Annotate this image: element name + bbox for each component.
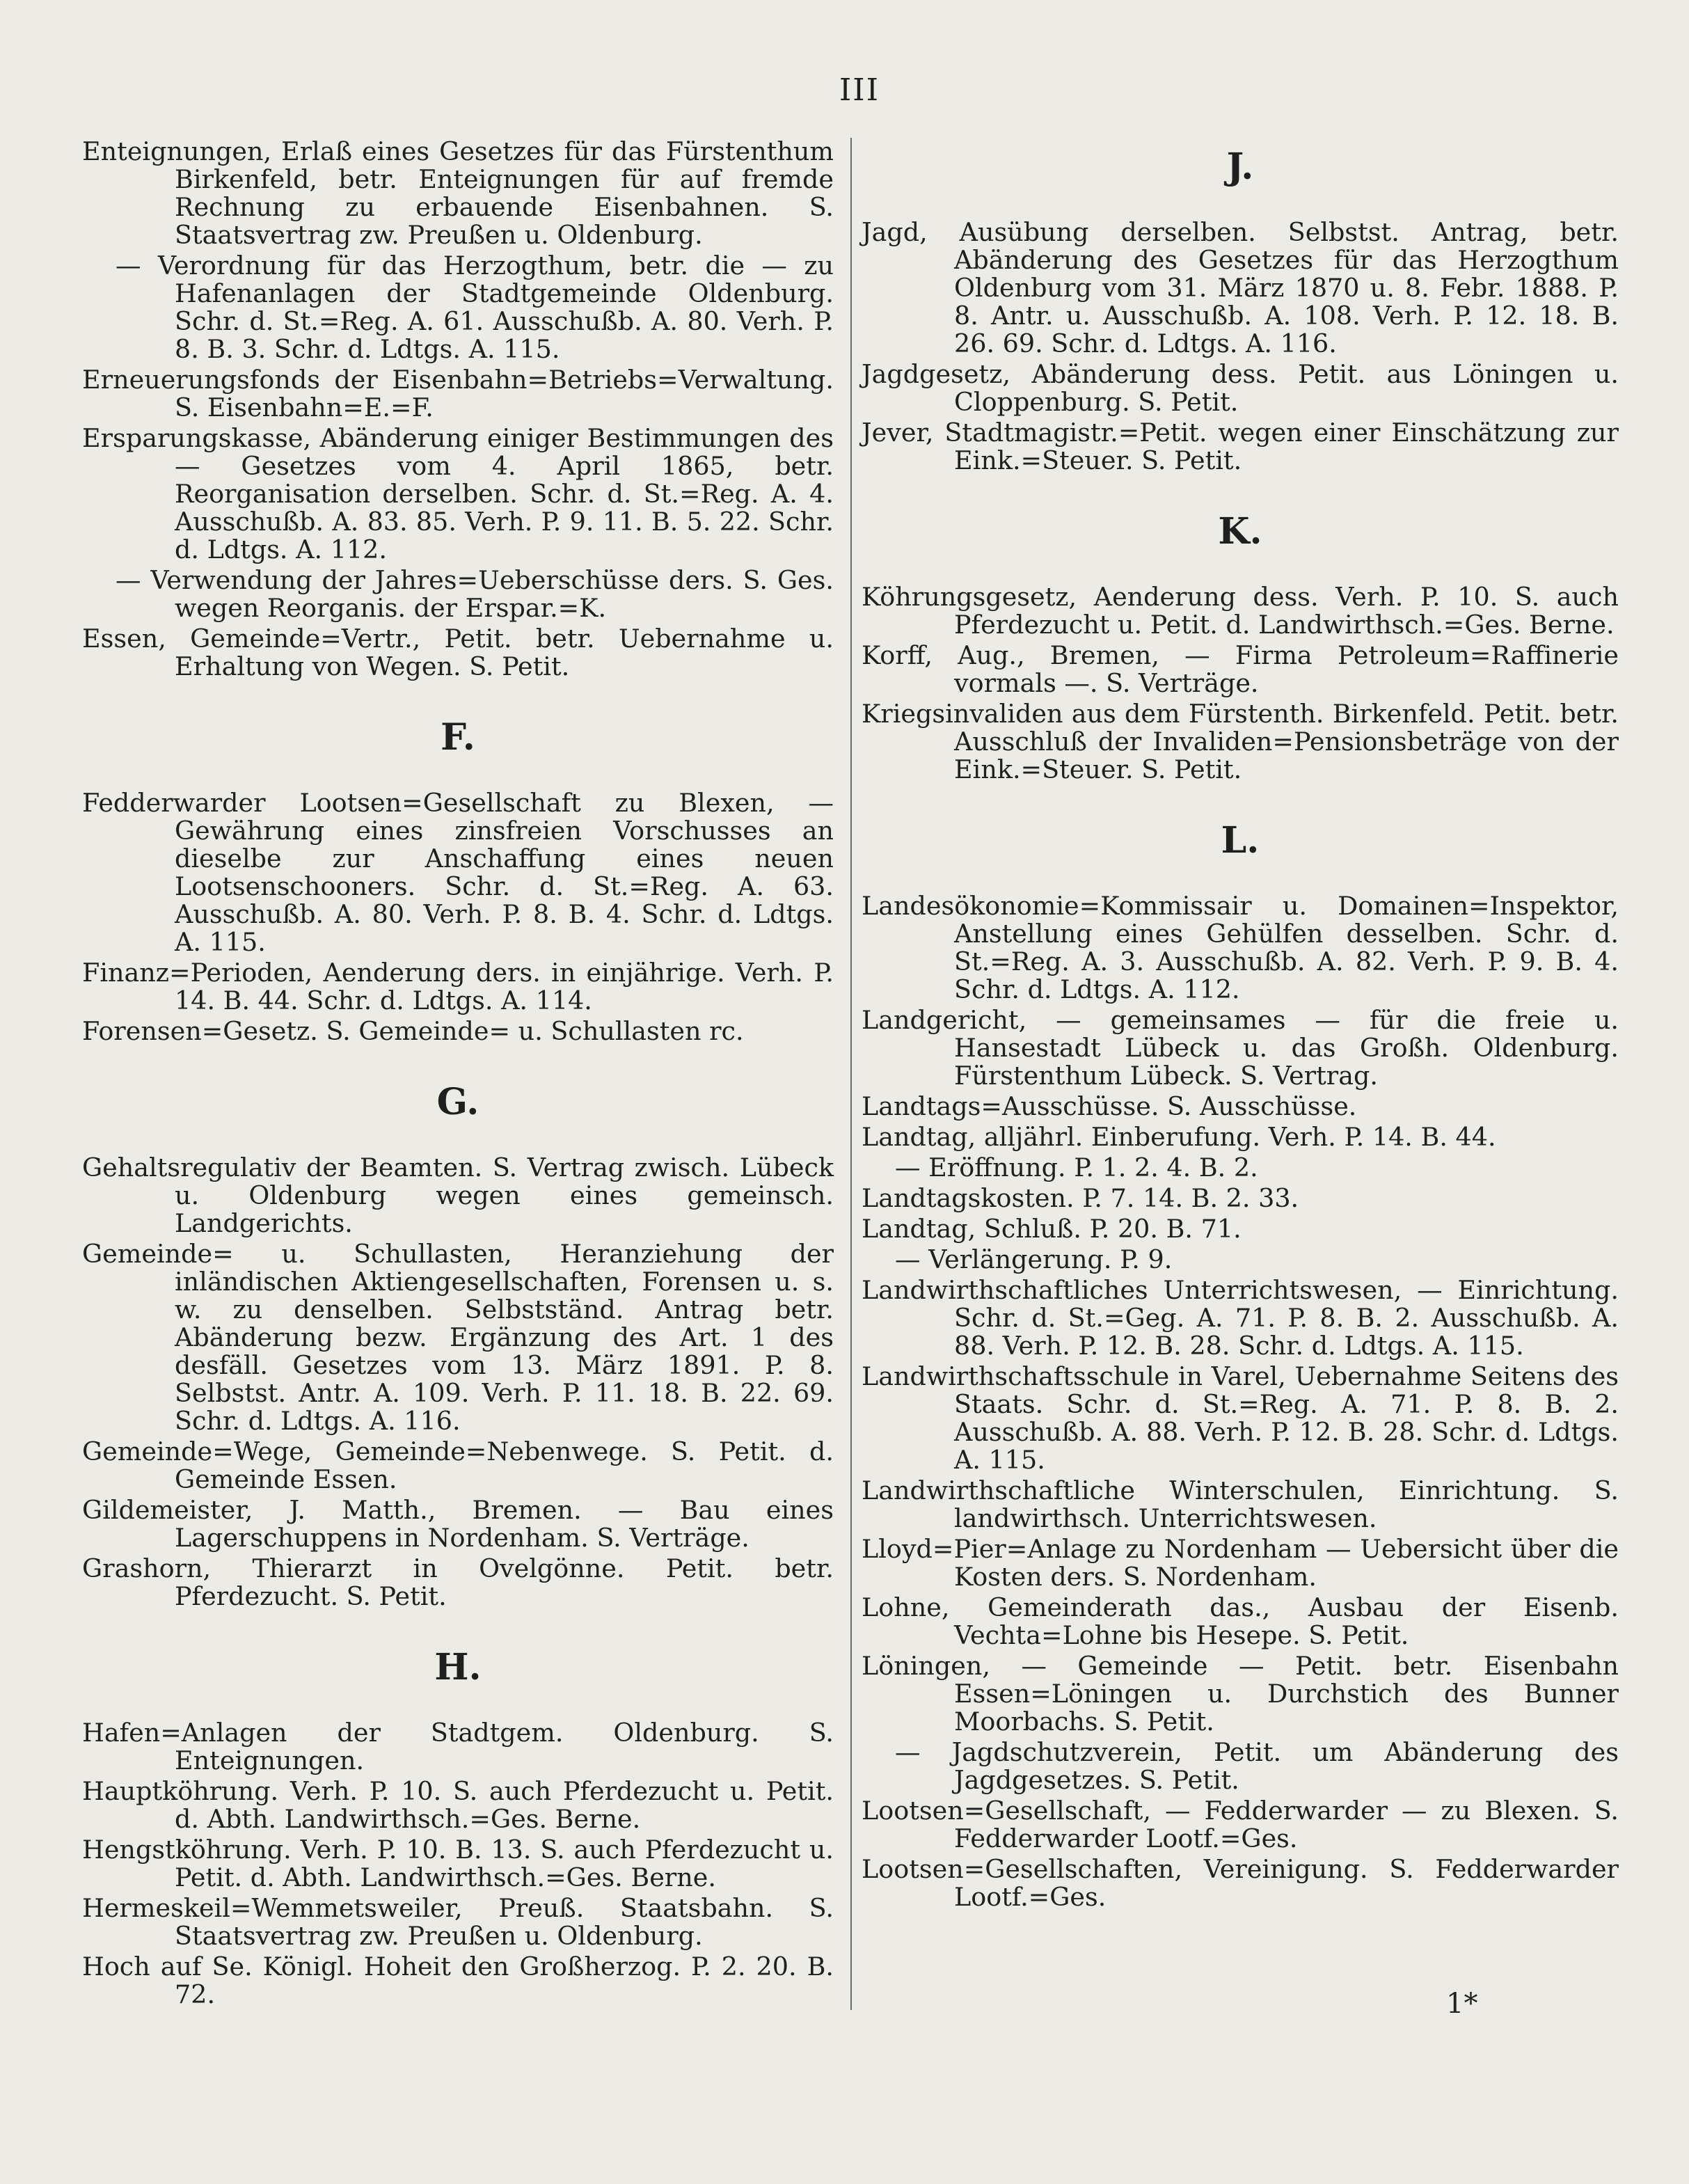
section-letter: F. [441, 716, 475, 759]
index-entry: Lohne, Gemeinderath das., Ausbau der Eisenb. Vechta=Lohne bis Hesepe. S. Petit. [862, 1592, 1619, 1650]
index-entry: Kriegsinvaliden aus dem Fürstenth. Birkenfeld. Petit. betr. Ausschluß der Invaliden=Pensionsbeträge von der Eink.=Steuer. S. Petit. [862, 699, 1619, 784]
section-letter: G. [436, 1081, 479, 1123]
right-column [862, 138, 1619, 1914]
index-entry: Landwirthschaftliches Unterrichtswesen, — Einrichtung. Schr. d. St.=Geg. A. 71. P. 8. B. 2. Ausschußb. A. 88. Verh. P. 12. B. 28. Schr. d. Ldtgs. A. 115. [862, 1275, 1619, 1361]
index-subentry: — Verordnung für das Herzogthum, betr. die — zu Hafenanlagen der Stadtgemeinde Oldenburg. Schr. d. St.=Reg. A. 61. Ausschußb. A. 80. Verh. P. 8. B. 3. Schr. d. Ldtgs. A. 115. [116, 251, 834, 364]
index-subentry: — Eröffnung. P. 1. 2. 4. B. 2. [895, 1153, 1258, 1182]
index-entry: Landtagskosten. P. 7. 14. B. 2. 33. [862, 1183, 1299, 1213]
signature-mark: 1* [1446, 1988, 1478, 2020]
index-subentry: — Jagdschutzverein, Petit. um Abänderung des Jagdgesetzes. S. Petit. [895, 1737, 1619, 1795]
left-column [82, 138, 834, 2011]
index-entry: Landesökonomie=Kommissair u. Domainen=Inspektor, Anstellung eines Gehülfen desselben. Schr. d. St.=Reg. A. 3. Ausschußb. A. 82. Verh. P. 9. B. 4. Schr. d. Ldtgs. A. 112. [862, 891, 1619, 1004]
index-entry: Gildemeister, J. Matth., Bremen. — Bau eines Lagerschuppens in Nordenham. S. Verträge. [82, 1495, 834, 1553]
index-entry: Landtag, Schluß. P. 20. B. 71. [862, 1214, 1242, 1244]
section-letter: L. [1221, 819, 1260, 862]
index-entry: Essen, Gemeinde=Vertr., Petit. betr. Uebernahme u. Erhaltung von Wegen. S. Petit. [82, 624, 834, 681]
index-entry: Jever, Stadtmagistr.=Petit. wegen einer Einschätzung zur Eink.=Steuer. S. Petit. [862, 418, 1619, 475]
index-entry: Grashorn, Thierarzt in Ovelgönne. Petit. betr. Pferdezucht. S. Petit. [82, 1553, 834, 1611]
index-entry: Fedderwarder Lootsen=Gesellschaft zu Blexen, — Gewährung eines zinsfreien Vorschusses an dieselbe zur Anschaffung eines neuen Lootsenschooners. Schr. d. St.=Reg. A. 63. Ausschußb. A. 80. Verh. P. 8. B. 4. Schr. d. Ldtgs. A. 115. [82, 788, 834, 957]
index-entry: Erneuerungsfonds der Eisenbahn=Betriebs=Verwaltung. S. Eisenbahn=E.=F. [82, 365, 834, 422]
index-entry: Hermeskeil=Wemmetsweiler, Preuß. Staatsbahn. S. Staatsvertrag zw. Preußen u. Oldenburg. [82, 1893, 834, 1951]
section-letter: H. [434, 1646, 482, 1688]
index-entry: Forensen=Gesetz. S. Gemeinde= u. Schullasten rc. [82, 1016, 744, 1046]
index-subentry: — Verlängerung. P. 9. [895, 1244, 1173, 1274]
index-entry: Landtag, alljährl. Einberufung. Verh. P. 14. B. 44. [862, 1122, 1496, 1152]
section-letter: J. [1226, 145, 1254, 188]
index-entry: Gemeinde= u. Schullasten, Heranziehung der inländischen Aktiengesellschaften, Forensen u. s. w. zu denselben. Selbstständ. Antrag betr. Abänderung bezw. Ergänzung des Art. 1 des desfäll. Gesetzes vom 13. März 1891. P. 8. Selbstst. Antr. A. 109. Verh. P. 11. 18. B. 22. 69. Schr. d. Ldtgs. A. 116. [82, 1239, 834, 1436]
index-subentry: — Verwendung der Jahres=Ueberschüsse ders. S. Ges. wegen Reorganis. der Erspar.=K. [116, 565, 834, 623]
index-entry: Landtags=Ausschüsse. S. Ausschüsse. [862, 1091, 1357, 1121]
index-entry: Lootsen=Gesellschaft, — Fedderwarder — zu Blexen. S. Fedderwarder Lootf.=Ges. [862, 1796, 1619, 1853]
index-entry: Landwirthschaftsschule in Varel, Uebernahme Seitens des Staats. Schr. d. St.=Reg. A. 71. P. 8. B. 2. Ausschußb. A. 88. Verh. P. 12. B. 28. Schr. d. Ldtgs. A. 115. [862, 1361, 1619, 1475]
index-entry: Hafen=Anlagen der Stadtgem. Oldenburg. S. Enteignungen. [82, 1718, 834, 1775]
index-entry: Korff, Aug., Bremen, — Firma Petroleum=Raffinerie vormals —. S. Verträge. [862, 640, 1619, 698]
index-entry: Lloyd=Pier=Anlage zu Nordenham — Uebersicht über die Kosten ders. S. Nordenham. [862, 1534, 1619, 1592]
index-entry: Landgericht, — gemeinsames — für die freie u. Hansestadt Lübeck u. das Großh. Oldenburg. Fürstenthum Lübeck. S. Vertrag. [862, 1005, 1619, 1091]
index-entry: Finanz=Perioden, Aenderung ders. in einjährige. Verh. P. 14. B. 44. Schr. d. Ldtgs. A. 114. [82, 958, 834, 1015]
index-entry: Lootsen=Gesellschaften, Vereinigung. S. Fedderwarder Lootf.=Ges. [862, 1854, 1619, 1912]
index-entry: Enteignungen, Erlaß eines Gesetzes für das Fürstenthum Birkenfeld, betr. Enteignungen für auf fremde Rechnung zu erbauende Eisenbahnen. S. Staatsvertrag zw. Preußen u. Oldenburg. [82, 136, 834, 250]
section-letter: K. [1218, 510, 1262, 553]
index-entry: Gehaltsregulativ der Beamten. S. Vertrag zwisch. Lübeck u. Oldenburg wegen eines gemeinsch. Landgerichts. [82, 1153, 834, 1238]
index-entry: Ersparungskasse, Abänderung einiger Bestimmungen des — Gesetzes vom 4. April 1865, betr. Reorganisation derselben. Schr. d. St.=Reg. A. 4. Ausschußb. A. 83. 85. Verh. P. 9. 11. B. 5. 22. Schr. d. Ldtgs. A. 112. [82, 423, 834, 564]
index-entry: Jagdgesetz, Abänderung dess. Petit. aus Löningen u. Cloppenburg. S. Petit. [862, 359, 1619, 417]
index-entry: Löningen, — Gemeinde — Petit. betr. Eisenbahn Essen=Löningen u. Durchstich des Bunner Moorbachs. S. Petit. [862, 1651, 1619, 1736]
index-entry: Gemeinde=Wege, Gemeinde=Nebenwege. S. Petit. d. Gemeinde Essen. [82, 1437, 834, 1494]
index-entry: Jagd, Ausübung derselben. Selbstst. Antrag, betr. Abänderung des Gesetzes für das Herzogthum Oldenburg vom 31. März 1870 u. 8. Febr. 1888. P. 8. Antr. u. Ausschußb. A. 108. Verh. P. 12. 18. B. 26. 69. Schr. d. Ldtgs. A. 116. [862, 217, 1619, 358]
index-entry: Hauptköhrung. Verh. P. 10. S. auch Pferdezucht u. Petit. d. Abth. Landwirthsch.=Ges. Berne. [82, 1776, 834, 1834]
index-entry: Köhrungsgesetz, Aenderung dess. Verh. P. 10. S. auch Pferdezucht u. Petit. d. Landwirthsch.=Ges. Berne. [862, 582, 1619, 640]
index-entry: Hengstköhrung. Verh. P. 10. B. 13. S. auch Pferdezucht u. Petit. d. Abth. Landwirthsch.=Ges. Berne. [82, 1835, 834, 1892]
column-divider [850, 138, 852, 2010]
index-entry: Landwirthschaftliche Winterschulen, Einrichtung. S. landwirthsch. Unterrichtswesen. [862, 1475, 1619, 1533]
page-number: III [839, 72, 880, 108]
index-entry: Hoch auf Se. Königl. Hoheit den Großherzog. P. 2. 20. B. 72. [82, 1952, 834, 2009]
